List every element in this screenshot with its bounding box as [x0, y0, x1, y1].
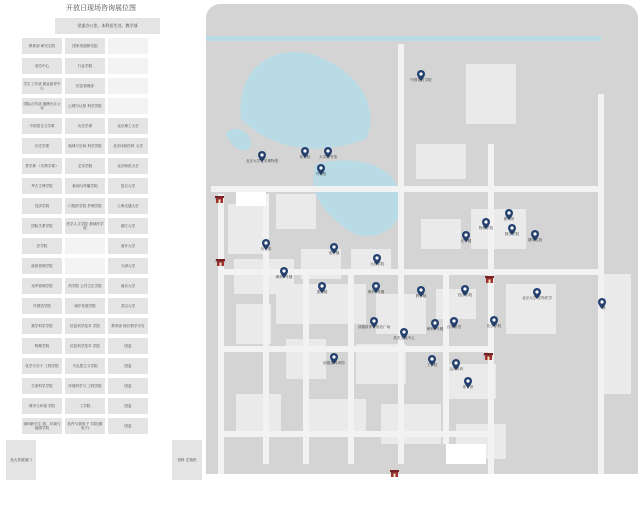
booth-cell: 团委 — [108, 418, 148, 434]
location-label: 英杰交流中心 — [393, 336, 415, 340]
booth-cell: 北京理工大学 — [108, 118, 148, 134]
location-label: 元培学院 — [369, 262, 385, 266]
booth-cell: 国际合作部 港澳台办公室 — [22, 98, 62, 114]
top-booth: 党委办公室、本科招生处、教学部 — [55, 18, 160, 34]
booth-cell: 团委 — [108, 358, 148, 374]
booth-cell: 信息科学技术 学院 — [65, 318, 105, 334]
location-label: 静园五院 — [527, 238, 543, 242]
booth-cell: 外国语学院 — [22, 298, 62, 314]
booth-cell — [108, 38, 148, 54]
location-label: 理科2号楼 — [275, 275, 293, 279]
location-pin-icon[interactable] — [318, 278, 326, 289]
booth-cell — [108, 98, 148, 114]
location-label: 北京大学艺术博物馆 — [245, 159, 279, 163]
location-pin-icon[interactable] — [482, 214, 490, 225]
location-label: 邱德拔体育馆 — [323, 361, 345, 365]
booth-cell: 新闻与传播学院 — [65, 178, 105, 194]
location-pin-icon[interactable] — [452, 355, 460, 366]
location-pin-icon[interactable] — [417, 282, 425, 293]
gate-icon — [390, 462, 399, 469]
booth-cell: 复旦大学 — [108, 178, 148, 194]
booth-cell — [108, 58, 148, 74]
booth-cell: 环境科学与 工程学院 — [65, 378, 105, 394]
location-pin-icon[interactable] — [372, 278, 380, 289]
location-label: 大学图书馆 — [319, 155, 337, 159]
location-label: 燕南楼 — [316, 290, 328, 294]
location-label: 体育馆 — [462, 385, 474, 389]
booth-cell — [108, 78, 148, 94]
location-label: 理科1号楼 — [367, 290, 385, 294]
location-pin-icon[interactable] — [324, 143, 332, 154]
booth-cell: 考古文博学院 — [22, 178, 62, 194]
booth-cell: 工学院 — [65, 398, 105, 414]
location-label: 图书馆 — [503, 217, 515, 221]
location-pin-icon[interactable] — [450, 313, 458, 324]
booth-cell: 信息管理部 — [65, 78, 105, 94]
page-title: 开放日现场咨询展位图 — [66, 4, 136, 12]
gate-label: 西门 — [215, 196, 223, 200]
location-pin-icon[interactable] — [301, 143, 309, 154]
booth-cell: 数学科学学院 — [22, 318, 62, 334]
booth-cell: 团委 — [108, 338, 148, 354]
gate-label: 小东门 — [482, 353, 494, 357]
booth-cell: 政府管理学院 — [22, 258, 62, 274]
gate-label: 小西门 — [214, 259, 226, 263]
booth-cell: 化学与分子 工程学院 — [22, 358, 62, 374]
booth-cell: 成功中心 — [22, 58, 62, 74]
location-label: 数学学院 — [504, 232, 520, 236]
location-label: 教学楼 — [415, 294, 427, 298]
booth-cell: 团委 — [108, 398, 148, 414]
booth-cell: 深圳研究生 院、环境与 能源学院 — [22, 418, 62, 434]
campus-map[interactable] — [206, 4, 638, 500]
booth-cell: 心理与认知 科学学院 — [65, 98, 105, 114]
booth-cell: 教育部 校长教学平台 — [108, 318, 148, 334]
booth-cell: 哲学系 （宗教学系） — [22, 158, 62, 174]
location-label: 邱德拔体育馆北广场 — [357, 325, 391, 329]
location-label: 理科5号楼 — [426, 327, 444, 331]
location-label: 五四体育 — [448, 367, 464, 371]
location-pin-icon[interactable] — [417, 66, 425, 77]
location-label: 化学院 — [299, 155, 311, 159]
location-label: 化学学院 — [486, 324, 502, 328]
booth-cell: 教育部 研究生院 — [22, 38, 62, 54]
location-pin-icon[interactable] — [464, 373, 472, 384]
location-pin-icon[interactable] — [330, 239, 338, 250]
booth-cell: 历史学系 — [22, 138, 62, 154]
booth-cell: 法学院 — [22, 238, 62, 254]
booth-cell: 行业学院 — [65, 58, 105, 74]
location-pin-icon[interactable] — [462, 227, 470, 238]
booth-cell: 城市与环境 学院 — [22, 398, 62, 414]
gate-icon — [215, 188, 224, 195]
location-pin-icon[interactable] — [598, 294, 606, 305]
location-label: 工学院 — [426, 363, 438, 367]
gate-label: 南门 — [390, 470, 398, 474]
gate-label: 东门 — [485, 276, 493, 280]
gate-icon — [216, 251, 225, 258]
location-pin-icon[interactable] — [317, 160, 325, 171]
booth-cell: 南京大学 — [108, 278, 148, 294]
booth-grid — [22, 38, 148, 434]
location-label: 历史系 — [260, 247, 272, 251]
location-pin-icon[interactable] — [533, 284, 541, 295]
location-pin-icon[interactable] — [330, 349, 338, 360]
booth-cell: 中国语言文学系 — [22, 118, 62, 134]
booth-cell: 武汉大学 — [108, 298, 148, 314]
booth-cell: 艺术学院 — [65, 158, 105, 174]
booth-cell: 药学院 公共卫生学院 — [65, 278, 105, 294]
location-label: 经济学院 — [457, 293, 473, 297]
location-label: 中国语言学院 — [410, 78, 432, 82]
booth-cell: 学生工作部 就业指导中心 — [22, 78, 62, 94]
location-label: 电子楼 — [328, 251, 340, 255]
booth-cell: 浙江大学 — [108, 218, 148, 234]
gate-icon — [484, 345, 493, 352]
location-pin-icon[interactable] — [531, 226, 539, 237]
booth-cell: 北京协和医科 大学 — [108, 138, 148, 154]
booth-cell — [65, 238, 105, 254]
location-pin-icon[interactable] — [400, 324, 408, 335]
location-pin-icon[interactable] — [373, 250, 381, 261]
booth-cell: 地球与空间 科学学院 — [65, 138, 105, 154]
location-label: 百年讲堂 — [446, 325, 462, 329]
location-label: 外观察 — [315, 172, 327, 176]
side-booth-left: 北大发展部门 — [6, 440, 36, 480]
booth-cell: 上海交通大学 — [108, 198, 148, 214]
location-pin-icon[interactable] — [505, 205, 513, 216]
booth-cell: 医学人文学院 基础医学院 — [65, 218, 105, 234]
location-label: 物理学院 — [478, 226, 494, 230]
location-pin-icon[interactable] — [461, 281, 469, 292]
gate-icon — [485, 268, 494, 275]
booth-cell: 北京师范大学 — [108, 158, 148, 174]
booth-cell: 信息科学技术 学院 — [65, 338, 105, 354]
location-pin-icon[interactable] — [262, 235, 270, 246]
location-label: 光华楼 — [460, 239, 472, 243]
booth-cell: 马克思主义学院 — [65, 358, 105, 374]
booth-cell: 光华管理学院 — [22, 278, 62, 294]
booth-cell: 城乡发展学院 — [65, 298, 105, 314]
booth-cell: 国家发展研究院 — [65, 38, 105, 54]
booth-cell: 团委 — [108, 378, 148, 394]
location-pin-icon[interactable] — [280, 263, 288, 274]
location-pin-icon[interactable] — [258, 147, 266, 158]
booth-cell: 口腔医学院 护理学院 — [65, 198, 105, 214]
location-pin-icon[interactable] — [428, 351, 436, 362]
booth-cell: 生命科学学院 — [22, 378, 62, 394]
booth-cell: 南开大学 — [108, 238, 148, 254]
booth-cell: 物理学院 — [22, 338, 62, 354]
booth-cell: 历史学系 — [65, 118, 105, 134]
side-booth-right: 信科 生物医 — [172, 440, 202, 480]
booth-cell: 经济学院 — [22, 198, 62, 214]
booth-cell: 天津大学 — [108, 258, 148, 274]
location-label: 北京大学 生物医学 — [522, 296, 552, 300]
location-pin-icon[interactable] — [370, 313, 378, 324]
location-pin-icon[interactable] — [490, 312, 498, 323]
location-pin-icon[interactable] — [431, 315, 439, 326]
booth-cell: 软件与微电子 学院(微电子) — [65, 418, 105, 434]
booth-cell — [65, 258, 105, 274]
booth-cell: 国际关系学院 — [22, 218, 62, 234]
location-label: 一教 — [598, 306, 606, 310]
